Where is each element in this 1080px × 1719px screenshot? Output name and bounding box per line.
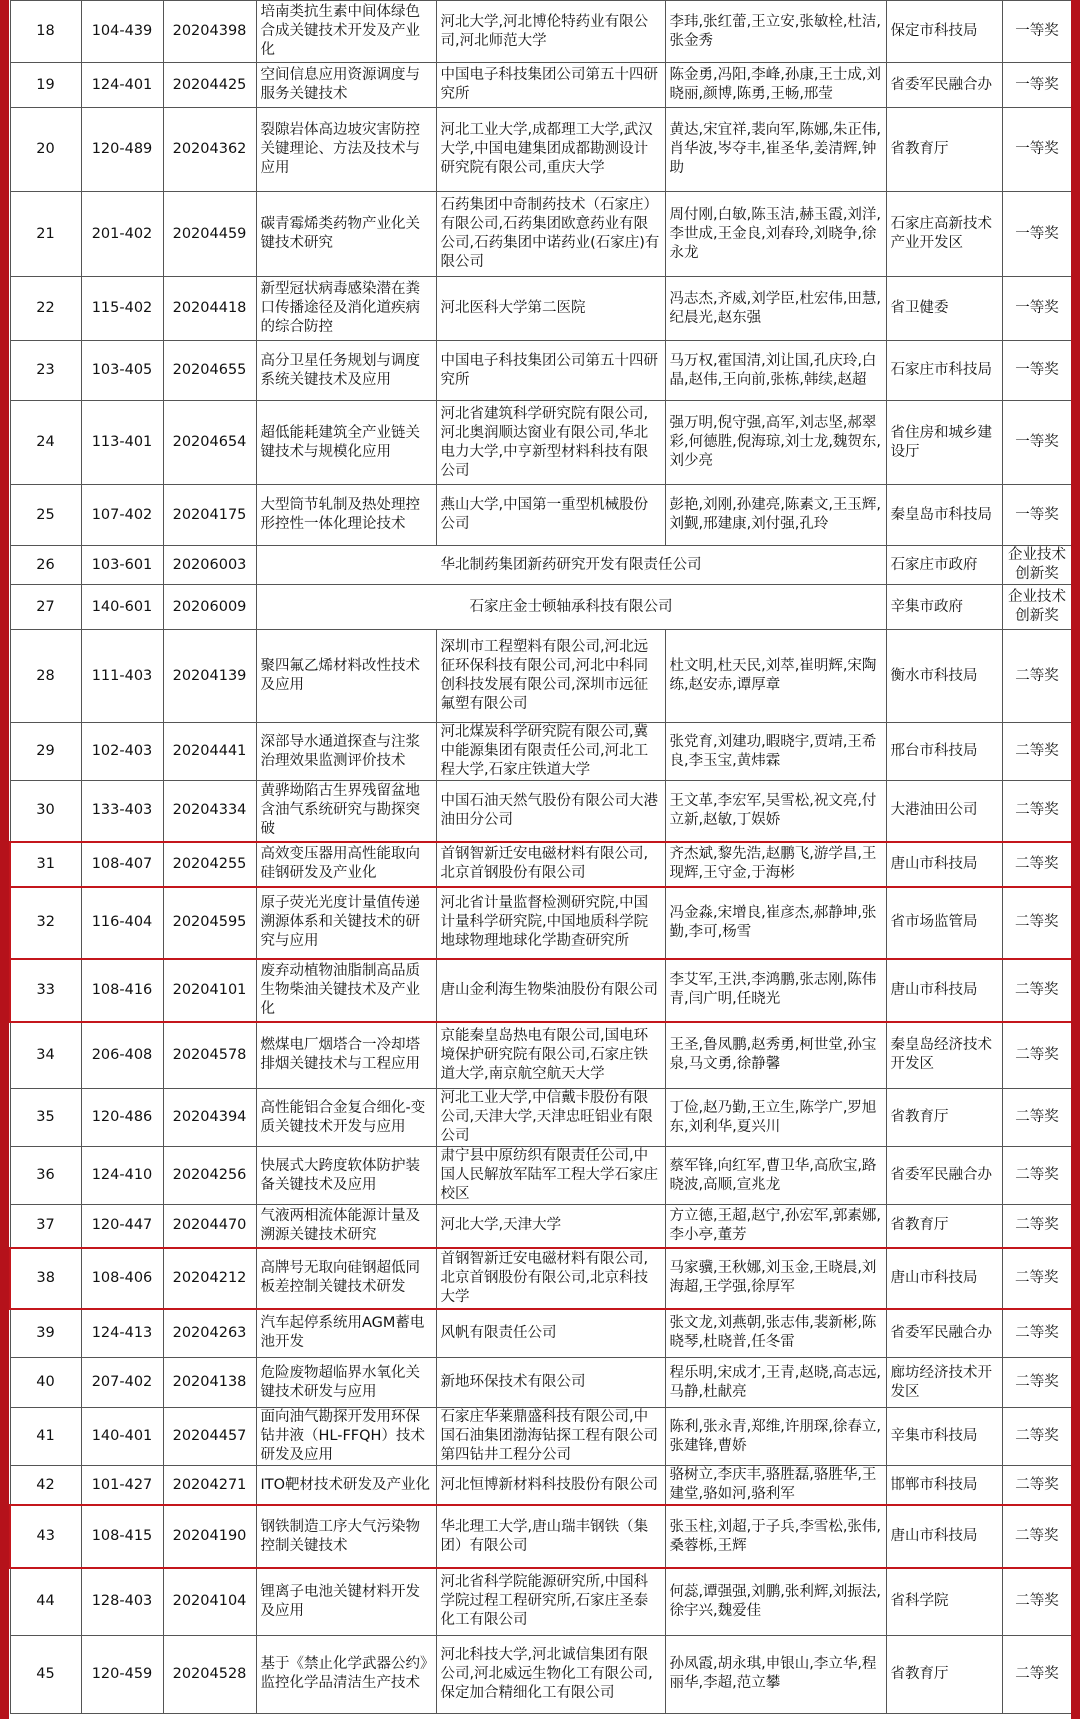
- table-row: [10, 192, 1071, 277]
- completing-people: 马万权,霍国清,刘让国,孔庆玲,白晶,赵伟,王向前,张栋,韩续,赵超: [665, 341, 886, 401]
- project-name: 钢铁制造工序大气污染物控制关键技术: [256, 1505, 436, 1568]
- award-level: 一等奖: [1002, 277, 1071, 341]
- completing-people: 杜文明,杜天民,刘萃,崔明辉,宋陶练,赵安赤,谭厚章: [665, 630, 886, 723]
- category-code: 108-407: [81, 842, 163, 887]
- registration-number: 20204212: [163, 1248, 256, 1309]
- table-row: [10, 1089, 1071, 1147]
- table-row: [10, 1309, 1071, 1358]
- registration-number: 20206003: [163, 546, 256, 585]
- table-row: [10, 277, 1071, 341]
- project-name: 高分卫星任务规划与调度系统关键技术及应用: [256, 341, 436, 401]
- nominating-unit: 唐山市科技局: [886, 959, 1002, 1022]
- completing-units: 首钢智新迁安电磁材料有限公司,北京首钢股份有限公司,北京科技大学: [436, 1248, 665, 1309]
- category-code: 120-489: [81, 108, 163, 192]
- registration-number: 20204334: [163, 781, 256, 842]
- completing-units: 肃宁县中原纺织有限责任公司,中国人民解放军陆军工程大学石家庄校区: [436, 1147, 665, 1205]
- completing-units: 河北省计量监督检测研究院,中国计量科学研究院,中国地质科学院地球物理地球化学勘查研究所: [436, 887, 665, 959]
- table-row: [10, 1147, 1071, 1205]
- completing-people: 丁俭,赵乃勤,王立生,陈学广,罗旭东,刘利华,夏兴川: [665, 1089, 886, 1147]
- registration-number: 20204654: [163, 401, 256, 485]
- award-level: 二等奖: [1002, 1466, 1071, 1506]
- category-code: 124-413: [81, 1309, 163, 1358]
- completing-people: 蔡军锋,向红军,曹卫华,高欣宝,路晓波,高顺,宣兆龙: [665, 1147, 886, 1205]
- row-number: 26: [10, 546, 81, 585]
- completing-units: 燕山大学,中国第一重型机械股份公司: [436, 485, 665, 546]
- nominating-unit: 省教育厅: [886, 1089, 1002, 1147]
- completing-units: 中国电子科技集团公司第五十四研究所: [436, 63, 665, 108]
- row-number: 25: [10, 485, 81, 546]
- nominating-unit: 唐山市科技局: [886, 1505, 1002, 1568]
- completing-units: 石药集团中奇制药技术（石家庄）有限公司,石药集团欧意药业有限公司,石药集团中诺药业(石家庄)有限公司: [436, 192, 665, 277]
- completing-people: 何蕊,谭强强,刘鹏,张利辉,刘振法,徐宇兴,魏爱佳: [665, 1568, 886, 1635]
- nominating-unit: 邯郸市科技局: [886, 1466, 1002, 1506]
- nominating-unit: 唐山市科技局: [886, 842, 1002, 887]
- completing-people: 程乐明,宋成才,王青,赵晓,高志远,马静,杜献亮: [665, 1358, 886, 1408]
- registration-number: 20204470: [163, 1205, 256, 1248]
- completing-units: 深圳市工程塑料有限公司,河北远征环保科技有限公司,河北中科同创科技发展有限公司,深圳市远征氟塑有限公司: [436, 630, 665, 723]
- nominating-unit: 省教育厅: [886, 1205, 1002, 1248]
- category-code: 108-415: [81, 1505, 163, 1568]
- nominating-unit: 省卫健委: [886, 277, 1002, 341]
- completing-people: 陈金勇,冯阳,李峰,孙康,王士成,刘晓丽,颜博,陈勇,王畅,邢莹: [665, 63, 886, 108]
- table-row: [10, 781, 1071, 842]
- table-row: [10, 1568, 1071, 1635]
- completing-people: 周付刚,白敏,陈玉洁,赫玉霞,刘洋,李世成,王金良,刘春玲,刘晓争,徐永龙: [665, 192, 886, 277]
- award-level: 二等奖: [1002, 1568, 1071, 1635]
- project-name: 面向油气勘探开发用环保钻井液（HL-FFQH）技术研发及应用: [256, 1408, 436, 1466]
- award-list-sheet: [9, 0, 1071, 1719]
- row-number: 40: [10, 1358, 81, 1408]
- registration-number: 20204255: [163, 842, 256, 887]
- nominating-unit: 保定市科技局: [886, 1, 1002, 63]
- category-code: 206-408: [81, 1022, 163, 1089]
- registration-number: 20204138: [163, 1358, 256, 1408]
- category-code: 133-403: [81, 781, 163, 842]
- completing-people: 马家骥,王秋娜,刘玉金,王晓晨,刘海超,王学强,徐厚军: [665, 1248, 886, 1309]
- table-row: [10, 401, 1071, 485]
- table-row: [10, 723, 1071, 781]
- category-code: 104-439: [81, 1, 163, 63]
- row-number: 22: [10, 277, 81, 341]
- completing-units: 河北省建筑科学研究院有限公司,河北奥润顺达窗业有限公司,华北电力大学,中亨新型材料科技有限公司: [436, 401, 665, 485]
- row-number: 43: [10, 1505, 81, 1568]
- row-number: 27: [10, 585, 81, 630]
- registration-number: 20204578: [163, 1022, 256, 1089]
- completing-units: 唐山金利海生物柴油股份有限公司: [436, 959, 665, 1022]
- table-row: [10, 1466, 1071, 1506]
- row-number: 42: [10, 1466, 81, 1506]
- category-code: 201-402: [81, 192, 163, 277]
- completing-units: 中国石油天然气股份有限公司大港油田分公司: [436, 781, 665, 842]
- award-level: 二等奖: [1002, 630, 1071, 723]
- completing-people: 陈利,张永青,郑维,许朋琛,徐春立,张建锋,曹娇: [665, 1408, 886, 1466]
- registration-number: 20204457: [163, 1408, 256, 1466]
- completing-units: 河北大学,天津大学: [436, 1205, 665, 1248]
- project-name: 培南类抗生素中间体绿色合成关键技术开发及产业化: [256, 1, 436, 63]
- registration-number: 20204595: [163, 887, 256, 959]
- project-name: 空间信息应用资源调度与服务关键技术: [256, 63, 436, 108]
- category-code: 140-601: [81, 585, 163, 630]
- award-level: 一等奖: [1002, 341, 1071, 401]
- row-number: 19: [10, 63, 81, 108]
- table-row: [10, 1248, 1071, 1309]
- award-level: 一等奖: [1002, 63, 1071, 108]
- table-row: [10, 108, 1071, 192]
- category-code: 140-401: [81, 1408, 163, 1466]
- award-level: 二等奖: [1002, 1635, 1071, 1713]
- completing-people: 王文革,李宏军,吴雪松,祝文亮,付立新,赵敏,丁娱娇: [665, 781, 886, 842]
- table-row: [10, 1358, 1071, 1408]
- project-name: 汽车起停系统用AGM蓄电池开发: [256, 1309, 436, 1358]
- nominating-unit: 石家庄市科技局: [886, 341, 1002, 401]
- award-level: 二等奖: [1002, 887, 1071, 959]
- category-code: 103-601: [81, 546, 163, 585]
- project-name: 超低能耗建筑全产业链关键技术与规模化应用: [256, 401, 436, 485]
- company-name: 华北制药集团新药研究开发有限责任公司: [256, 546, 886, 585]
- project-name: 裂隙岩体高边坡灾害防控关键理论、方法及技术与应用: [256, 108, 436, 192]
- completing-units: 河北省科学院能源研究所,中国科学院过程工程研究所,石家庄圣泰化工有限公司: [436, 1568, 665, 1635]
- completing-units: 河北恒博新材料科技股份有限公司: [436, 1466, 665, 1506]
- registration-number: 20204441: [163, 723, 256, 781]
- row-number: 21: [10, 192, 81, 277]
- nominating-unit: 辛集市科技局: [886, 1408, 1002, 1466]
- project-name: 快展式大跨度软体防护装备关键技术及应用: [256, 1147, 436, 1205]
- category-code: 103-405: [81, 341, 163, 401]
- registration-number: 20204394: [163, 1089, 256, 1147]
- registration-number: 20204655: [163, 341, 256, 401]
- completing-people: 冯金淼,宋增良,崔彦杰,郝静坤,张勤,李可,杨雪: [665, 887, 886, 959]
- award-level: 一等奖: [1002, 485, 1071, 546]
- completing-people: 黄达,宋宜祥,裴向军,陈娜,朱正伟,肖华波,岑夺丰,崔圣华,姜清辉,钟助: [665, 108, 886, 192]
- project-name: 高效变压器用高性能取向硅钢研发及产业化: [256, 842, 436, 887]
- row-number: 23: [10, 341, 81, 401]
- registration-number: 20206009: [163, 585, 256, 630]
- award-level: 一等奖: [1002, 401, 1071, 485]
- completing-units: 河北煤炭科学研究院有限公司,冀中能源集团有限责任公司,河北工程大学,石家庄铁道大学: [436, 723, 665, 781]
- award-level: 二等奖: [1002, 1089, 1071, 1147]
- award-level: 二等奖: [1002, 1147, 1071, 1205]
- award-level: 二等奖: [1002, 959, 1071, 1022]
- award-level: 二等奖: [1002, 842, 1071, 887]
- award-level: 企业技术创新奖: [1002, 585, 1071, 630]
- registration-number: 20204256: [163, 1147, 256, 1205]
- award-level: 二等奖: [1002, 1358, 1071, 1408]
- completing-units: 河北医科大学第二医院: [436, 277, 665, 341]
- project-name: 锂离子电池关键材料开发及应用: [256, 1568, 436, 1635]
- table-row: [10, 585, 1071, 630]
- award-level: 二等奖: [1002, 1309, 1071, 1358]
- award-table: [9, 0, 1071, 1714]
- nominating-unit: 省委军民融合办: [886, 1147, 1002, 1205]
- project-name: 新型冠状病毒感染潜在粪口传播途径及消化道疾病的综合防控: [256, 277, 436, 341]
- completing-units: 河北工业大学,成都理工大学,武汉大学,中国电建集团成都勘测设计研究院有限公司,重庆大学: [436, 108, 665, 192]
- nominating-unit: 省教育厅: [886, 1635, 1002, 1713]
- row-number: 20: [10, 108, 81, 192]
- award-level: 二等奖: [1002, 1205, 1071, 1248]
- category-code: 207-402: [81, 1358, 163, 1408]
- table-row: [10, 341, 1071, 401]
- completing-people: 张党育,刘建功,暇晓宇,贾靖,王希良,李玉宝,黄炜霖: [665, 723, 886, 781]
- row-number: 36: [10, 1147, 81, 1205]
- nominating-unit: 省市场监管局: [886, 887, 1002, 959]
- completing-units: 河北大学,河北博伦特药业有限公司,河北师范大学: [436, 1, 665, 63]
- category-code: 116-404: [81, 887, 163, 959]
- registration-number: 20204418: [163, 277, 256, 341]
- award-level: 二等奖: [1002, 781, 1071, 842]
- table-row: [10, 1505, 1071, 1568]
- row-number: 24: [10, 401, 81, 485]
- completing-people: 王圣,鲁凤鹏,赵秀勇,柯世堂,孙宝泉,马文勇,徐静馨: [665, 1022, 886, 1089]
- registration-number: 20204459: [163, 192, 256, 277]
- completing-people: 李玮,张红蕾,王立安,张敏栓,杜洁,张金秀: [665, 1, 886, 63]
- table-row: [10, 1, 1071, 63]
- project-name: 高性能铝合金复合细化-变质关键技术开发与应用: [256, 1089, 436, 1147]
- nominating-unit: 省委军民融合办: [886, 1309, 1002, 1358]
- completing-units: 新地环保技术有限公司: [436, 1358, 665, 1408]
- table-row: [10, 630, 1071, 723]
- award-level: 一等奖: [1002, 1, 1071, 63]
- project-name: 原子荧光光度计量值传递溯源体系和关键技术的研究与应用: [256, 887, 436, 959]
- completing-people: 张玉柱,刘超,于子兵,李雪松,张伟,桑蓉栎,王辉: [665, 1505, 886, 1568]
- category-code: 101-427: [81, 1466, 163, 1506]
- category-code: 113-401: [81, 401, 163, 485]
- row-number: 41: [10, 1408, 81, 1466]
- row-number: 35: [10, 1089, 81, 1147]
- category-code: 128-403: [81, 1568, 163, 1635]
- category-code: 115-402: [81, 277, 163, 341]
- table-row: [10, 485, 1071, 546]
- nominating-unit: 衡水市科技局: [886, 630, 1002, 723]
- project-name: 碳青霉烯类药物产业化关键技术研究: [256, 192, 436, 277]
- project-name: 黄骅坳陷古生界残留盆地含油气系统研究与勘探突破: [256, 781, 436, 842]
- award-level: 二等奖: [1002, 1248, 1071, 1309]
- row-number: 34: [10, 1022, 81, 1089]
- award-level: 二等奖: [1002, 1505, 1071, 1568]
- row-number: 29: [10, 723, 81, 781]
- category-code: 107-402: [81, 485, 163, 546]
- row-number: 28: [10, 630, 81, 723]
- completing-units: 河北科技大学,河北诚信集团有限公司,河北威远生物化工有限公司,保定加合精细化工有限公司: [436, 1635, 665, 1713]
- completing-units: 京能秦皇岛热电有限公司,国电环境保护研究院有限公司,石家庄铁道大学,南京航空航天大学: [436, 1022, 665, 1089]
- registration-number: 20204398: [163, 1, 256, 63]
- nominating-unit: 唐山市科技局: [886, 1248, 1002, 1309]
- row-number: 39: [10, 1309, 81, 1358]
- completing-people: 骆树立,李庆丰,骆胜磊,骆胜华,王建堂,骆如河,骆利军: [665, 1466, 886, 1506]
- row-number: 44: [10, 1568, 81, 1635]
- registration-number: 20204175: [163, 485, 256, 546]
- registration-number: 20204101: [163, 959, 256, 1022]
- registration-number: 20204139: [163, 630, 256, 723]
- category-code: 120-459: [81, 1635, 163, 1713]
- completing-people: 孙凤霞,胡永琪,申银山,李立华,程丽华,李超,范立攀: [665, 1635, 886, 1713]
- row-number: 38: [10, 1248, 81, 1309]
- project-name: 大型筒节轧制及热处理控形控性一体化理论技术: [256, 485, 436, 546]
- category-code: 108-416: [81, 959, 163, 1022]
- nominating-unit: 省住房和城乡建设厅: [886, 401, 1002, 485]
- table-row: [10, 842, 1071, 887]
- project-name: 深部导水通道探查与注浆治理效果监测评价技术: [256, 723, 436, 781]
- row-number: 18: [10, 1, 81, 63]
- category-code: 111-403: [81, 630, 163, 723]
- row-number: 30: [10, 781, 81, 842]
- completing-people: 李艾军,王洪,李鸿鹏,张志刚,陈伟青,闫广明,任晓光: [665, 959, 886, 1022]
- completing-people: 强万明,倪守强,高军,刘志坚,郝翠彩,何德胜,倪海琼,刘士龙,魏贺东,刘少亮: [665, 401, 886, 485]
- award-level: 一等奖: [1002, 192, 1071, 277]
- registration-number: 20204104: [163, 1568, 256, 1635]
- project-name: 高牌号无取向硅钢超低同板差控制关键技术研发: [256, 1248, 436, 1309]
- row-number: 45: [10, 1635, 81, 1713]
- completing-units: 首钢智新迁安电磁材料有限公司,北京首钢股份有限公司: [436, 842, 665, 887]
- registration-number: 20204362: [163, 108, 256, 192]
- completing-units: 河北工业大学,中信戴卡股份有限公司,天津大学,天津忠旺铝业有限公司: [436, 1089, 665, 1147]
- project-name: 基于《禁止化学武器公约》监控化学品清洁生产技术: [256, 1635, 436, 1713]
- row-number: 32: [10, 887, 81, 959]
- nominating-unit: 秦皇岛经济技术开发区: [886, 1022, 1002, 1089]
- completing-units: 石家庄华莱鼎盛科技有限公司,中国石油集团渤海钻探工程有限公司第四钻井工程分公司: [436, 1408, 665, 1466]
- completing-people: 方立德,王超,赵宁,孙宏军,郭素娜,李小亭,董芳: [665, 1205, 886, 1248]
- nominating-unit: 石家庄市政府: [886, 546, 1002, 585]
- completing-units: 华北理工大学,唐山瑞丰钢铁（集团）有限公司: [436, 1505, 665, 1568]
- table-row: [10, 1408, 1071, 1466]
- category-code: 108-406: [81, 1248, 163, 1309]
- table-row: [10, 887, 1071, 959]
- category-code: 124-401: [81, 63, 163, 108]
- category-code: 102-403: [81, 723, 163, 781]
- project-name: ITO靶材技术研发及产业化: [256, 1466, 436, 1506]
- company-name: 石家庄金士顿轴承科技有限公司: [256, 585, 886, 630]
- category-code: 124-410: [81, 1147, 163, 1205]
- award-level: 二等奖: [1002, 1022, 1071, 1089]
- nominating-unit: 省委军民融合办: [886, 63, 1002, 108]
- award-level: 二等奖: [1002, 1408, 1071, 1466]
- nominating-unit: 石家庄高新技术产业开发区: [886, 192, 1002, 277]
- project-name: 危险废物超临界水氧化关键技术研发与应用: [256, 1358, 436, 1408]
- award-level: 一等奖: [1002, 108, 1071, 192]
- completing-people: 冯志杰,齐威,刘学臣,杜宏伟,田慧,纪晨光,赵东强: [665, 277, 886, 341]
- table-row: [10, 1635, 1071, 1713]
- table-row: [10, 1205, 1071, 1248]
- category-code: 120-486: [81, 1089, 163, 1147]
- registration-number: 20204263: [163, 1309, 256, 1358]
- project-name: 聚四氟乙烯材料改性技术及应用: [256, 630, 436, 723]
- completing-units: 风帆有限责任公司: [436, 1309, 665, 1358]
- registration-number: 20204271: [163, 1466, 256, 1506]
- completing-people: 张文龙,刘燕朝,张志伟,裴新彬,陈晓琴,杜晓普,任冬雷: [665, 1309, 886, 1358]
- registration-number: 20204528: [163, 1635, 256, 1713]
- project-name: 废弃动植物油脂制高品质生物柴油关键技术及产业化: [256, 959, 436, 1022]
- award-level: 二等奖: [1002, 723, 1071, 781]
- nominating-unit: 省教育厅: [886, 108, 1002, 192]
- nominating-unit: 大港油田公司: [886, 781, 1002, 842]
- project-name: 气液两相流体能源计量及溯源关键技术研究: [256, 1205, 436, 1248]
- table-row: [10, 63, 1071, 108]
- completing-people: 齐杰斌,黎先浩,赵鹏飞,游学昌,王现辉,王守金,于海彬: [665, 842, 886, 887]
- nominating-unit: 邢台市科技局: [886, 723, 1002, 781]
- award-level: 企业技术创新奖: [1002, 546, 1071, 585]
- registration-number: 20204190: [163, 1505, 256, 1568]
- nominating-unit: 廊坊经济技术开发区: [886, 1358, 1002, 1408]
- nominating-unit: 省科学院: [886, 1568, 1002, 1635]
- category-code: 120-447: [81, 1205, 163, 1248]
- nominating-unit: 辛集市政府: [886, 585, 1002, 630]
- row-number: 37: [10, 1205, 81, 1248]
- row-number: 31: [10, 842, 81, 887]
- row-number: 33: [10, 959, 81, 1022]
- table-row: [10, 1022, 1071, 1089]
- project-name: 燃煤电厂烟塔合一冷却塔排烟关键技术与工程应用: [256, 1022, 436, 1089]
- award-table-body: [10, 1, 1071, 1714]
- nominating-unit: 秦皇岛市科技局: [886, 485, 1002, 546]
- table-row: [10, 959, 1071, 1022]
- completing-people: 彭艳,刘刚,孙建亮,陈素文,王玉辉,刘觐,邢建康,刘付强,孔玲: [665, 485, 886, 546]
- table-row: [10, 546, 1071, 585]
- completing-units: 中国电子科技集团公司第五十四研究所: [436, 341, 665, 401]
- registration-number: 20204425: [163, 63, 256, 108]
